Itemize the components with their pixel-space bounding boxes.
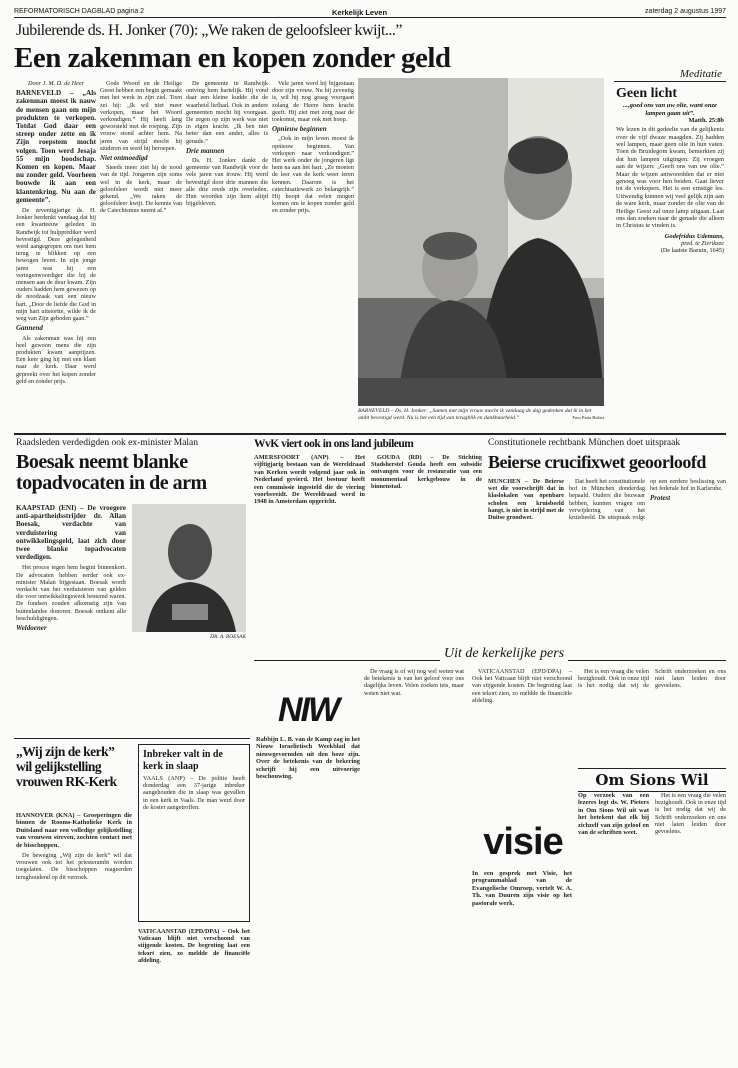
- wvk-body: [254, 454, 482, 644]
- section-divider: [14, 433, 726, 435]
- subhead-niet-ontmoedigd: Niet ontmoedigd: [100, 154, 148, 163]
- paper-name: REFORMATORISCH DAGBLAD pagina 2: [14, 8, 145, 15]
- visie-lead: In een gesprek met Visie, het programmablad van de Evangelische Omroep, vertelt W. A. Th. van Duuren zijn visie op het pastorale werk.: [472, 870, 572, 907]
- main-col-2-text: Gods Woord en de Heilige Geest hebben een begin gemaakt met het werk in zijn ziel. Toen zei hij: „Ik wil niet meer verkopen, maar het Woord verkondigen.” Hij heeft lang geworsteld met de roeping. Zijn vrouw stond achter hem. Na jaren van strijd mocht hij studeren en werd hij beroepen.: [100, 80, 182, 152]
- inbreker-box: [138, 744, 250, 922]
- boesak-portrait: [132, 504, 246, 632]
- niw-text: Rabbijn L. B. van de Kamp zag in het Nieuw Israelietisch Weekblad dat nieuwgevormden uit den boze zijn. Over de betekenis van de bekering schrijft hij een uitvoerige beschouwing.: [256, 736, 360, 781]
- pers-col-2: [364, 668, 464, 1056]
- meditatie-ref: Matth. 25:8b: [688, 117, 724, 125]
- meditatie-source: (De laatste Bazuin, 1645): [660, 246, 724, 254]
- boesak-subhead: Weldoener: [16, 624, 47, 633]
- subhead-gannend: Gannend: [16, 324, 43, 333]
- vaticaan-text: VATICAANSTAD (EPD/DPA) – Ook het Vaticaan blijft niet verschoond van stijgende kosten. De begroting laat een tekort zien, zo meldde de financiële afdeling.: [138, 928, 250, 964]
- pers-title: Uit de kerkelijke pers: [440, 646, 568, 662]
- wvk-headline: WvK viert ook in ons land jubileum: [254, 438, 414, 450]
- meditatie-title: Geen licht: [616, 86, 678, 101]
- main-col-1-text2: Als zakenman was hij een heel gewoon mens die zijn produkten kwam aanprijzen. Een keer ging hij met een klant naar de kerk. Daar werd gepreekt over het kopen zonder geld en zonder prijs.: [16, 334, 96, 385]
- main-col-1: [16, 80, 96, 420]
- section-name: Kerkelijk Leven: [332, 8, 388, 17]
- beiere-text: Dat heeft het constitutionele hof in München donderdag bepaald. Ouders die bezwaar hebben, kunnen vragen om verwijdering van het kruisbeeld. De uitspraak volgt op een eerdere beslissing van het federale hof in Karlsruhe.: [569, 478, 726, 522]
- om-sions-wil-intro: Het is een vraag die velen bezighoudt. Ook in onze tijd is het nodig dat wij de Schrift onderzoeken en ons niet laten leiden door gevoelens.: [578, 668, 726, 690]
- om-sions-wil-logo: Om Sions Wil: [578, 768, 726, 792]
- byline: Door J. M. D. de Heer: [27, 80, 85, 87]
- vrouwen-body: [16, 812, 132, 1056]
- beiere-lead: MÜNCHEN – De Beierse wet die voorschrijft dat in klaslokalen van openbare scholen een kruisbeeld hangt, is niet in strijd met de Duitse grondwet.: [488, 478, 564, 522]
- beiere-headline: Beierse crucifixwet geoorloofd: [488, 452, 706, 472]
- boesak-caption: DR. A. BOESAK: [210, 634, 246, 640]
- boesak-text: Het proces tegen hem begint binnenkort. De advocaten hebben eerder ook ex-minister Malan bijgestaan. Boesak wordt verdacht van het verduisteren van gelden die voor ontwikkelingswerk bestemd waren. De fondsen zouden afkomstig zijn van buitenlandse donoren. Boesak ontkent alle beschuldigingen.: [16, 564, 126, 622]
- meditatie-label: Meditatie: [679, 68, 722, 80]
- main-col-3-text2: Ds. H. Jonker dankt de gemeente van Randwijk voor de vele jaren van trouw. Hij werd bevestigd door drie mannen die alle drie reeds zijn overleden. Hun woorden zijn hem altijd bijgebleven.: [186, 157, 268, 208]
- main-col-2-text2: Steeds meer ziet hij de nood van de tijd. Jongeren zijn soms wel in de kerk, maar de geloofsleer wordt niet meer gekend. „We raken de geloofsleer kwijt. De kennis van de Catechismus neemt af.”: [100, 164, 182, 215]
- visie-logo-box: [474, 820, 572, 864]
- inbreker-headline: Inbreker valt in de kerk in slaap: [143, 749, 223, 772]
- beiere-kicker: Constitutionele rechtbank München doet uitspraak: [488, 438, 681, 448]
- boesak-lead: KAAPSTAD (ENI) – De vroegere anti-apartheidsstrijder dr. Allan Boesak, verdachte van verduistering van ontwikkelingsgeld, laat zich door twee blanke topadvocaten verdedigen.: [16, 504, 126, 562]
- photo-caption-text: BARNEVELD – Ds. H. Jonker: „Samen met mijn vrouw mocht ik vandaag de dag gedenken dat ik in het ambt bevestigd werd. Nu is het een tijd van terugblik en dankbaarheid.”: [358, 408, 592, 421]
- boesak-kicker: Raadsleden verdedigden ook ex-minister Malan: [16, 438, 199, 448]
- om-sions-wil-lead: Op verzoek van een lezeres legt ds. W. Pieters in Om Sions Wil uit wat het betekent dat elk bij zichzelf van zijn geloof en van de schriften weet.: [578, 792, 649, 837]
- main-col-4-text2: „Ook in mijn leven moest ik opnieuw beginnen. Van verkopen naar verkondigen.” Het werk onder de jongeren ligt hem na aan het hart. „Ze moeten de leer van de kerk weer leren kennen. Daarom is het catechisatiewerk zo belangrijk.” Hij hoopt dat velen mogen komen om te kopen zonder geld en zonder prijs.: [272, 135, 354, 215]
- niw-logo: NIW: [277, 691, 339, 729]
- vaticaan-extra: VATICAANSTAD (EPD/DPA) – Ook het Vaticaan blijft niet verschoond van stijgende kosten. De begroting laat een tekort zien, zo meldde de financiële afdeling.: [472, 668, 572, 704]
- vrouwen-rule: [14, 738, 250, 739]
- gouda-text: GOUDA (RD) – De Stichting Stadsherstel Gouda heeft een subsidie ontvangen voor de restauratie van een monumentaal kerkgebouw in de binnenstad.: [371, 454, 482, 490]
- subhead-drie-mannen: Drie mannen: [186, 146, 225, 155]
- portrait-illustration: [358, 78, 604, 406]
- main-col-4: [272, 80, 354, 420]
- om-sions-wil-text: Het is een vraag die velen bezighoudt. Ook in onze tijd is het nodig dat wij de Schrift onderzoeken en ons niet laten leiden door gevoelens.: [655, 792, 726, 836]
- niw-logo-box: [258, 690, 358, 732]
- page-header: [14, 6, 726, 18]
- wvk-text: AMERSFOORT (ANP) – Het vijftigjarig bestaan van de Wereldraad van Kerken wordt volgend jaar ook in Nederland gevierd. Het bestuur heeft een commissie ingesteld die de viering voorbereidt. De Wereldraad werd in 1948 in Amsterdam opgericht.: [254, 454, 365, 506]
- boesak-headline: Boesak neemt blanke topadvocaten in de arm: [16, 451, 207, 494]
- inbreker-text: VAALS (ANP) – De politie heeft donderdag een 37-jarige inbreker aangehouden die in slaap was gevallen in een kerk in Vaals. De man werd door de koster aangetroffen.: [143, 775, 245, 811]
- vaticaan-body: [138, 928, 250, 1056]
- niw-body: [256, 736, 360, 1056]
- issue-date: zaterdag 2 augustus 1997: [645, 8, 726, 15]
- vrouwen-lead: HANNOVER (KNA) – Groeperingen die binnen de Rooms-Katholieke Kerk in Duitsland naar een volledige gelijkstelling van vrouwen streven, zochten contact met de bisschoppen.: [16, 812, 132, 849]
- main-photo: [358, 78, 604, 406]
- photo-caption: [358, 408, 604, 421]
- boesak-col-1: [16, 504, 126, 732]
- visie-text-extra: De vraag is of wij nog wel weten wat de betekenis is van het geloof voor ons dagelijks leven. Velen zoeken iets, maar weten niet wat.: [364, 668, 464, 697]
- main-col-3-text: De gemeente in Randwijk ontving hem hartelijk. Hij vond daar een kleine kudde die de waarheid liefhad. Ook in andere gemeenten mocht hij voorgaan. De zegen op zijn werk was niet in eigen kracht. „Ik ben niet beter dan een ander, alles is genade.”: [186, 80, 268, 145]
- meditatie-label-bar: [614, 68, 726, 82]
- main-headline: Een zakenman en kopen zonder geld: [14, 42, 451, 74]
- vrouwen-text: De beweging „Wij zijn de kerk” wil dat vrouwen ook tot het priesterambt worden toegelaten. De bisschoppen reageerden terughoudend op dit verzoek.: [16, 852, 132, 881]
- photo-credit: Foto Patta Bisbet: [572, 414, 604, 420]
- pers-col-4: [578, 668, 726, 764]
- main-col-3: [186, 80, 268, 420]
- meditatie-author: Godefridus Udemans,: [664, 232, 724, 240]
- om-sions-wil-body: [578, 792, 726, 1056]
- meditatie-quote: ...,goed ons van uw olie, want onze lampen gaan uit”.: [623, 102, 717, 117]
- boesak-photo: [132, 504, 246, 632]
- main-kicker: Jubilerende ds. H. Jonker (70): „We raken de geloofsleer kwijt...”: [16, 22, 403, 39]
- subhead-opnieuw-beginnen: Opnieuw beginnen: [272, 125, 327, 134]
- beiere-subhead: Protest: [650, 494, 671, 503]
- meditatie-column: [616, 86, 724, 431]
- main-lead: BARNEVELD – „Als zakenman moest ik nauw de mensen gaan om mijn produkten te verkopen. Totdat God daar een streep onder zette en ik Zijn roepstem mocht volgen. Toen werd Jesaja 55 mijn boodschap. Komen en kopen. Maar nu zonder geld. Voorheen bouwde ik aan een klantenkring. Nu aan de gemeente”.: [16, 89, 96, 204]
- pers-col-3: [472, 668, 572, 816]
- main-col-4-text: Vele jaren werd hij bijgestaan door zijn vrouw. Nu hij zeventig is, wil hij nog graag voorgaan zolang de Heere hem kracht geeft. Hij ziet met zorg naar de toekomst, maar ook met hoop.: [272, 80, 354, 124]
- visie-logo: visie: [483, 821, 563, 863]
- main-col-2: [100, 80, 182, 420]
- vrouwen-headline: „Wij zijn de kerk” wil gelijkstelling vrouwen RK-Kerk: [16, 744, 117, 789]
- meditatie-text: We lezen in dit gedeelte van de gelijkenis over de vijf dwaze maagden. Zij hadden wel lampen, maar geen olie in hun vaten. Toen de Bruidegom kwam, bemerkten zij dat hun lampen uitgingen. Zij vroegen aan de wijzen: „Geeft ons van uw olie.” Maar de wijzen antwoordden dat er niet genoeg was voor hen beiden. Gaat liever tot de verkopers. Het is een ernstige les. Uitwendig kunnen wij veel gelijk zijn aan de ware kerk, maar zonder de olie van de Heilige Geest zal onze lamp uitgaan. Laat ons dan zoeken naar de genade die alleen in Christus te vinden is.: [616, 126, 724, 230]
- visie-body: [472, 870, 572, 1056]
- meditatie-author-title: pred. te Zierikzee: [681, 239, 724, 247]
- beiere-body: [488, 478, 726, 644]
- main-col-1-text: De zeventigjarige ds. H. Jonker herdenkt vandaag dat hij een kwarteeuw geleden in Randwijk tot hulpprediker werd bevestigd. Deze gelegenheid werd aangegrepen om met hem terug te blikken op een bewogen leven. In zijn jonge jaren was hij een vertegenwoordiger die bij de mensen aan de deur kwam. Zijn ouders hadden hem gewezen op de noodzaak van een nieuw hart. „Door de liefde die God in mijn hart uitstortte, wilde ik de weg van Zijn geboden gaan.”: [16, 207, 96, 323]
